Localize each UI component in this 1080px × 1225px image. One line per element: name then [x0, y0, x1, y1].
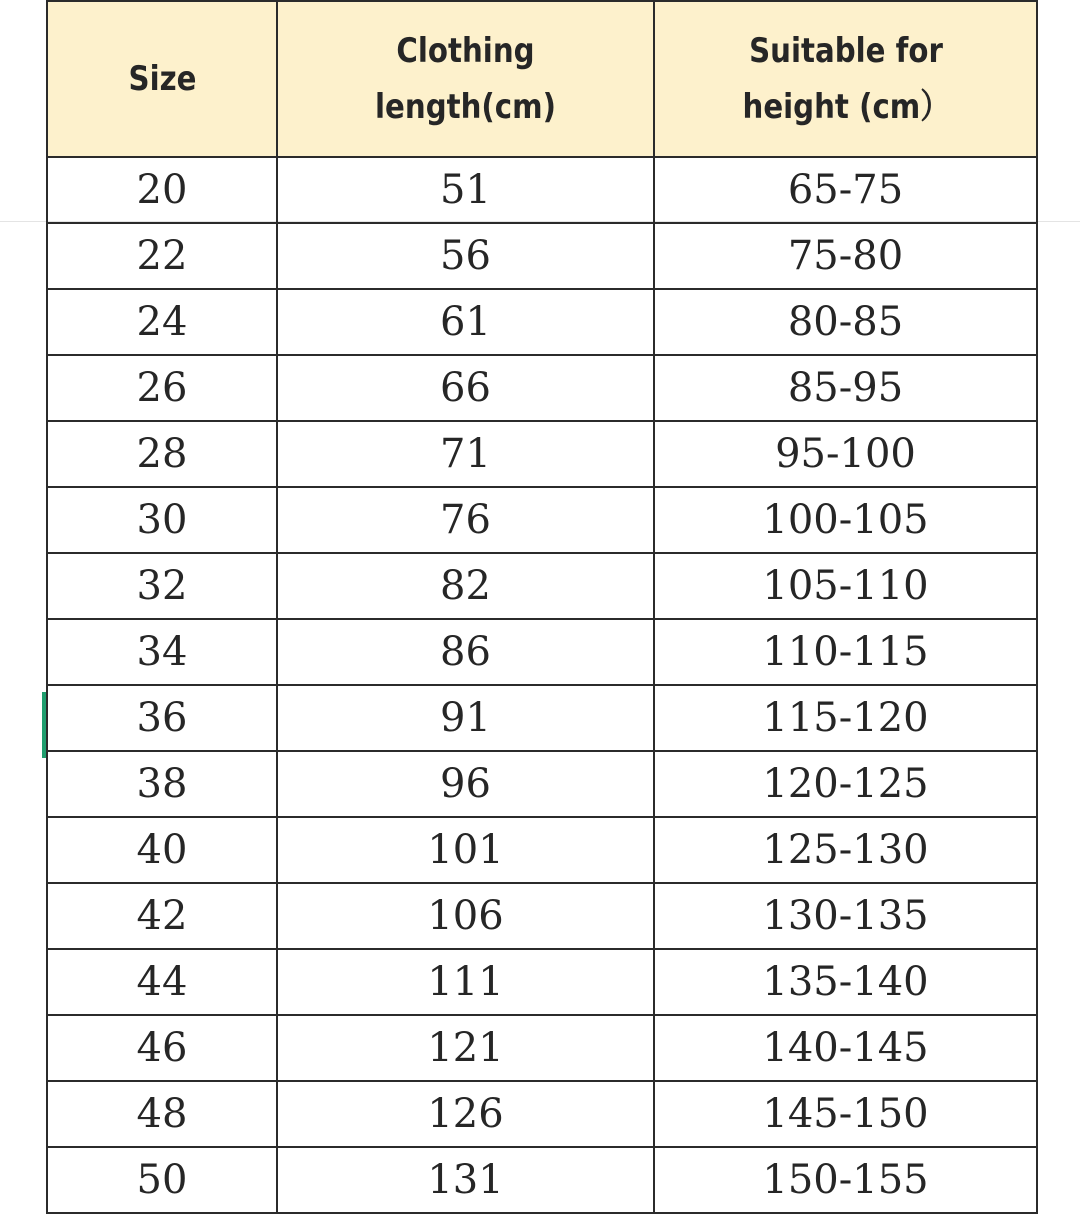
selected-cell-marker — [42, 692, 46, 758]
cell-clothing-length[interactable]: 76 — [277, 487, 654, 553]
cell-suitable-height[interactable]: 150-155 — [654, 1147, 1037, 1213]
cell-size[interactable]: 46 — [47, 1015, 277, 1081]
table-row — [47, 751, 1037, 817]
table-row — [47, 223, 1037, 289]
cell-size[interactable]: 34 — [47, 619, 277, 685]
table-header — [47, 1, 1037, 157]
cell-suitable-height[interactable]: 65-75 — [654, 157, 1037, 223]
header-cell-size[interactable] — [47, 1, 277, 157]
cell-clothing-length[interactable]: 82 — [277, 553, 654, 619]
cell-clothing-length[interactable]: 96 — [277, 751, 654, 817]
cell-size[interactable]: 32 — [47, 553, 277, 619]
cell-size[interactable]: 30 — [47, 487, 277, 553]
cell-suitable-height[interactable]: 95-100 — [654, 421, 1037, 487]
table-row — [47, 685, 1037, 751]
cell-clothing-length[interactable]: 56 — [277, 223, 654, 289]
cell-suitable-height[interactable]: 145-150 — [654, 1081, 1037, 1147]
table-row — [47, 421, 1037, 487]
cell-size[interactable]: 26 — [47, 355, 277, 421]
table-row — [47, 553, 1037, 619]
cell-clothing-length[interactable]: 86 — [277, 619, 654, 685]
cell-size[interactable]: 48 — [47, 1081, 277, 1147]
cell-suitable-height[interactable]: 120-125 — [654, 751, 1037, 817]
table-row — [47, 619, 1037, 685]
cell-clothing-length[interactable]: 66 — [277, 355, 654, 421]
cell-size[interactable]: 38 — [47, 751, 277, 817]
cell-size[interactable]: 20 — [47, 157, 277, 223]
cell-suitable-height[interactable]: 110-115 — [654, 619, 1037, 685]
cell-clothing-length[interactable]: 111 — [277, 949, 654, 1015]
cell-clothing-length[interactable]: 101 — [277, 817, 654, 883]
table-row — [47, 355, 1037, 421]
cell-suitable-height[interactable]: 75-80 — [654, 223, 1037, 289]
cell-size[interactable]: 22 — [47, 223, 277, 289]
table-body — [47, 157, 1037, 1213]
cell-clothing-length[interactable]: 91 — [277, 685, 654, 751]
header-label-clothing-length: Clothing length(cm) — [375, 31, 556, 127]
table-row — [47, 1081, 1037, 1147]
cell-suitable-height[interactable]: 80-85 — [654, 289, 1037, 355]
cell-clothing-length[interactable]: 131 — [277, 1147, 654, 1213]
table-row — [47, 1147, 1037, 1213]
header-row — [47, 1, 1037, 157]
cell-size[interactable]: 40 — [47, 817, 277, 883]
table-row — [47, 157, 1037, 223]
table-row — [47, 1015, 1037, 1081]
table-row — [47, 883, 1037, 949]
cell-size[interactable]: 24 — [47, 289, 277, 355]
cell-clothing-length[interactable]: 126 — [277, 1081, 654, 1147]
cell-suitable-height[interactable]: 115-120 — [654, 685, 1037, 751]
cell-clothing-length[interactable]: 51 — [277, 157, 654, 223]
header-label-suitable-height: Suitable for height (cm） — [742, 31, 949, 127]
cell-suitable-height[interactable]: 85-95 — [654, 355, 1037, 421]
cell-clothing-length[interactable]: 61 — [277, 289, 654, 355]
table-row — [47, 817, 1037, 883]
cell-suitable-height[interactable]: 100-105 — [654, 487, 1037, 553]
cell-size[interactable]: 42 — [47, 883, 277, 949]
cell-suitable-height[interactable]: 140-145 — [654, 1015, 1037, 1081]
header-cell-clothing-length[interactable] — [277, 1, 654, 157]
cell-suitable-height[interactable]: 130-135 — [654, 883, 1037, 949]
cell-size[interactable]: 28 — [47, 421, 277, 487]
table-row — [47, 487, 1037, 553]
table-row — [47, 289, 1037, 355]
cell-size[interactable]: 36 — [47, 685, 277, 751]
cell-clothing-length[interactable]: 121 — [277, 1015, 654, 1081]
cell-size[interactable]: 50 — [47, 1147, 277, 1213]
cell-suitable-height[interactable]: 105-110 — [654, 553, 1037, 619]
cell-suitable-height[interactable]: 135-140 — [654, 949, 1037, 1015]
cell-clothing-length[interactable]: 71 — [277, 421, 654, 487]
header-cell-suitable-height[interactable] — [654, 1, 1037, 157]
cell-size[interactable]: 44 — [47, 949, 277, 1015]
cell-clothing-length[interactable]: 106 — [277, 883, 654, 949]
size-chart-table — [46, 0, 1038, 1214]
header-label-size: Size — [128, 59, 196, 99]
cell-suitable-height[interactable]: 125-130 — [654, 817, 1037, 883]
table-row — [47, 949, 1037, 1015]
